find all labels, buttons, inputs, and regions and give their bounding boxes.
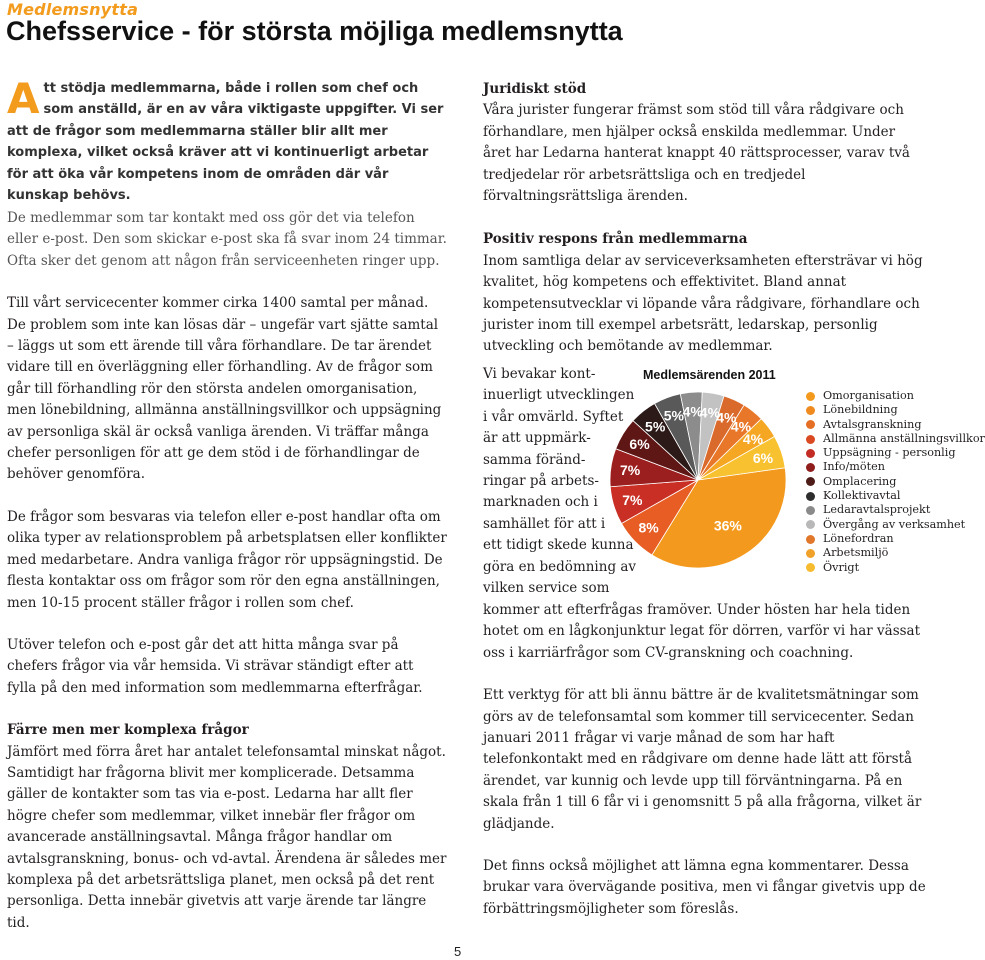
legend-swatch [806, 520, 815, 529]
legend-item: Övrigt [806, 561, 985, 575]
legend-item: Omplacering [806, 475, 985, 489]
legend-swatch [806, 549, 815, 558]
legend-swatch [806, 506, 815, 515]
pie-data-label: 4% [742, 430, 764, 447]
legend-swatch [806, 420, 815, 429]
legend-item: Övergång av verksamhet [806, 518, 985, 532]
text-line: inuerligt utvecklingen [483, 387, 635, 404]
text-line: vilken service som [483, 580, 610, 597]
lead-paragraph [7, 74, 449, 206]
legend-swatch [806, 463, 815, 472]
pie-data-label: 6% [752, 449, 774, 466]
pie-data-label: 7% [619, 462, 641, 479]
section-heading: Positiv respons från medlemmarna [483, 231, 748, 248]
section-kicker: Medlemsnytta [7, 0, 139, 19]
legend-item: Omorganisation [806, 389, 985, 403]
section-heading: Färre men mer komplexa frågor [7, 722, 249, 739]
legend-swatch [806, 563, 815, 572]
section-heading: Juridiskt stöd [483, 81, 587, 97]
legend-item: Ledaravtalsprojekt [806, 503, 985, 517]
drop-cap: A [7, 74, 40, 123]
text-line: göra en bedömning av [483, 558, 637, 575]
right-column-top [483, 79, 923, 358]
legend-item: Kollektivavtal [806, 489, 985, 503]
pie-data-label: 6% [629, 436, 650, 453]
legend-swatch [806, 406, 815, 415]
legend-item: Lönebildning [806, 403, 985, 417]
paragraph: Ett verktyg för att bli ännu bättre är de kvalitetsmätningar som görs av de telefonsamtal som kommer till servicecenter. Sedan januari 2011 frågar vi varje månad de som har haft telefonkontakt med en rådgivare om denne hade lätt att förstå ärendet, var kunnig och levde upp till förväntningarna. På en skala från 1 till 6 får vi i genomsnitt 5 på alla frågorna, vilket är glädjande. [483, 687, 922, 832]
legend-swatch [806, 492, 815, 501]
paragraph: kommer att efterfrågas framöver. Under hösten har hela tiden hotet om en lågkonjunktur legat för dörren, varför vi har vässat oss i karriärfrågor som CV-granskning och coachning. [483, 602, 921, 661]
pie-chart [590, 384, 800, 574]
lead-text: tt stödja medlemmarna, både i rollen som chef och som anställd, är en av våra viktigaste uppgifter. Vi ser att de frågor som medlemmarna ställer blir allt mer komplexa, vilket också kräver att vi kontinuerligt arbetar för att öka vår kompetens inom de områden där vår kunskap behövs. [7, 81, 444, 204]
pie-data-label: 4% [716, 409, 737, 426]
legend-item: Info/möten [806, 460, 985, 474]
paragraph: Våra jurister fungerar främst som stöd till våra rådgivare och förhandlare, men hjälper också enskilda medlemmar. Under året har Ledarna hanterat knappt 40 rättsprocesser, varav två tredjedelar rör arbetsrättsliga och en tredjedel förvaltningsrättsliga ärenden. [483, 102, 910, 205]
paragraph: Det finns också möjlighet att lämna egna kommentarer. Dessa brukar vara övervägande positiva, men vi fångar givetvis upp de förbättringsmöjligheter som föreslås. [483, 858, 926, 917]
pie-data-label: 4% [682, 403, 703, 420]
text-line: är att uppmärk- [483, 430, 591, 447]
page-number: 5 [454, 944, 462, 959]
pie-data-label: 5% [645, 418, 666, 435]
left-column [7, 208, 447, 934]
chart-title: Medlemsärenden 2011 [643, 368, 776, 382]
legend-swatch [806, 535, 815, 544]
pie-data-label: 7% [622, 492, 643, 509]
paragraph: De frågor som besvaras via telefon eller e-post handlar ofta om olika typer av relationsproblem på arbetsplatsen eller konflikter med medarbetare. Andra vanliga frågor rör uppsägningstid. De flesta kontaktar oss om frågor som rör den egna anställningen, men 10-15 procent ställer frågor i rollen som chef. [7, 508, 447, 611]
legend-swatch [806, 392, 815, 401]
paragraph: Utöver telefon och e-post går det att hitta många svar på chefers frågor via vår hemsida. Vi strävar ständigt efter att fylla på den med information som medlemmarna efterfrågar. [7, 636, 423, 696]
text-line: ringar på arbets- [483, 473, 599, 490]
legend-item: Avtalsgranskning [806, 418, 985, 432]
legend-item: Uppsägning - personlig [806, 446, 985, 460]
text-line: marknaden och i [483, 494, 598, 511]
page-title: Chefsservice - för största möjliga medlemsnytta [6, 16, 623, 46]
legend-item: Allmänna anställningsvillkor [806, 432, 985, 446]
legend-item: Arbetsmiljö [806, 546, 985, 560]
text-line: samhället för att i [483, 515, 606, 532]
pie-data-label: 5% [663, 407, 684, 424]
pie-data-label: 4% [699, 404, 721, 421]
paragraph: Jämfört med förra året har antalet telefonsamtal minskat något. Samtidigt har frågorna blivit mer komplicerade. Detsamma gäller de kontakter som tas via e-post. Ledarna har allt fler högre chefer som medlemmar, vilket innebär fler frågor om avancerade anställningsavtal. Många frågor handlar om avtalsgranskning, bonus- och vd-avtal. Ärendena är således mer komplexa på det arbetsrättsliga planet, men också på det rent personliga. Detta innebär givetvis att varje ärende tar längre tid. [7, 743, 447, 931]
text-line: samma föränd- [483, 451, 586, 468]
right-column-bottom [483, 600, 928, 920]
legend-swatch [806, 449, 815, 458]
pie-data-label: 36% [713, 517, 742, 534]
text-line: Vi bevakar kont- [483, 366, 596, 382]
pie-data-label: 4% [730, 418, 752, 435]
paragraph: Till vårt servicecenter kommer cirka 1400 samtal per månad. De problem som inte kan lösas där – ungefär vart sjätte samtal – läggs ut som ett ärende till våra förhandlare. De tar ärendet vidare till en överläggning eller förhandling. Av de frågor som går till förhandling rör den största andelen omorganisation, men lönebildning, allmänna anställningsvillkor och uppsägning av personliga skäl är också vanliga ärenden. Vi träffar många chefer personligen för att ge dem stöd i de förhandlingar de behöver genomföra. [7, 295, 442, 483]
chart-legend [806, 389, 985, 575]
pie-data-label: 8% [638, 519, 659, 536]
paragraph: Inom samtliga delar av serviceverksamheten eftersträvar vi hög kvalitet, hög kompetens och effektivitet. Bland annat kompetensutvecklar vi löpande våra rådgivare, förhandlare och jurister inom till exempel arbetsrätt, ledarskap, personlig utveckling och bemötande av medlemmar. [483, 252, 923, 355]
legend-swatch [806, 435, 815, 444]
legend-swatch [806, 477, 815, 486]
text-line: i vår omvärld. Syftet [483, 408, 624, 425]
paragraph: De medlemmar som tar kontakt med oss gör det via telefon eller e-post. Den som skickar e-post ska få svar inom 24 timmar. Ofta sker det genom att någon från serviceenheten ringer upp. [7, 210, 447, 269]
text-line: ett tidigt skede kunna [483, 537, 634, 554]
legend-item: Lönefordran [806, 532, 985, 546]
